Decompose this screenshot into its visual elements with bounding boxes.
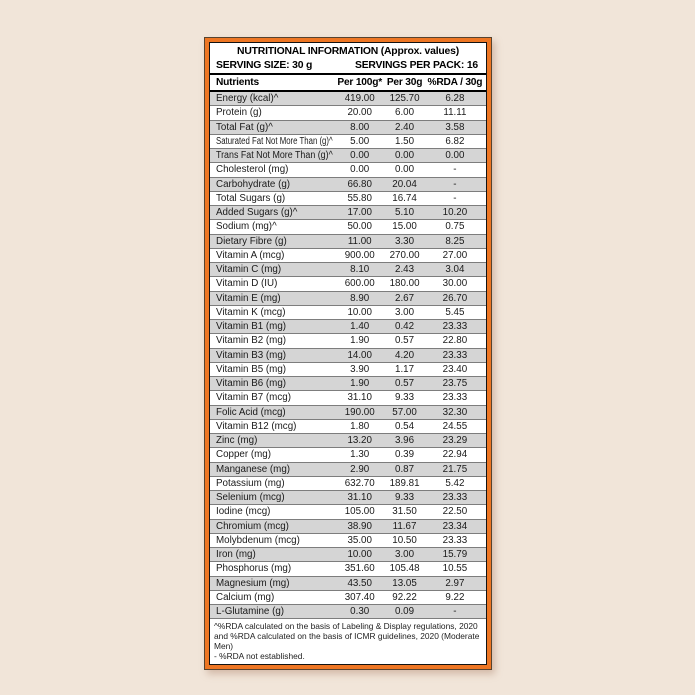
table-row — [210, 434, 486, 448]
table-row — [210, 249, 486, 263]
nutrient-label: Total Sugars (g) — [216, 192, 286, 204]
nutrition-panel — [204, 37, 492, 670]
rda-value: 15.79 — [442, 549, 468, 561]
rda-value: 23.33 — [442, 321, 468, 333]
nutrient-label: Vitamin B6 (mg) — [216, 378, 287, 390]
per-30g-value: 16.74 — [392, 192, 417, 204]
per-100g-value: 13.20 — [347, 435, 372, 447]
per-30g-value: 9.33 — [395, 492, 415, 504]
rda-value: 23.33 — [442, 492, 468, 504]
rda-value: 23.75 — [442, 378, 468, 390]
rda-value: 5.45 — [445, 306, 465, 318]
table-row — [210, 477, 486, 491]
per-30g-value: 13.05 — [392, 577, 417, 589]
rda-value: 32.30 — [442, 406, 468, 418]
table-row — [210, 548, 486, 562]
nutrient-label: Vitamin B1 (mg) — [216, 321, 287, 333]
serving-size-label: SERVING SIZE: 30 g — [216, 60, 313, 71]
per-100g-value: 10.00 — [347, 306, 372, 318]
per-100g-value: 55.80 — [347, 192, 372, 204]
per-30g-value: 92.22 — [392, 591, 417, 603]
table-row — [210, 334, 486, 348]
per-30g-value: 4.20 — [395, 349, 415, 361]
per-100g-value: 0.30 — [350, 606, 370, 618]
column-header-nutrients: Nutrients — [216, 77, 259, 88]
table-row — [210, 163, 486, 177]
table-row — [210, 320, 486, 334]
rda-value: - — [453, 192, 457, 204]
table-row — [210, 448, 486, 462]
per-30g-value: 5.10 — [395, 207, 415, 219]
rda-value: 30.00 — [442, 278, 468, 290]
per-30g-value: 57.00 — [392, 406, 417, 418]
per-30g-value: 125.70 — [389, 93, 420, 105]
rda-value: 22.50 — [442, 506, 468, 518]
per-100g-value: 190.00 — [344, 406, 375, 418]
per-100g-value: 38.90 — [347, 520, 372, 532]
per-100g-value: 1.30 — [350, 449, 370, 461]
nutrient-label: Calcium (mg) — [216, 591, 275, 603]
rda-value: 27.00 — [442, 249, 468, 261]
table-row — [210, 220, 486, 234]
rda-value: 5.42 — [445, 477, 465, 489]
per-100g-value: 43.50 — [347, 577, 372, 589]
per-100g-value: 351.60 — [344, 563, 375, 575]
nutrient-label: Saturated Fat Not More Than (g)^ — [216, 135, 333, 147]
rda-value: 3.58 — [445, 121, 465, 133]
rda-value: 23.33 — [442, 534, 468, 546]
rda-value: 0.75 — [445, 221, 465, 233]
table-row — [210, 377, 486, 391]
rda-value: 10.55 — [442, 563, 468, 575]
table-row — [210, 178, 486, 192]
rda-value: - — [453, 606, 457, 618]
per-30g-value: 20.04 — [392, 178, 417, 190]
per-100g-value: 11.00 — [347, 235, 372, 247]
nutrient-label: Selenium (mcg) — [216, 492, 285, 504]
table-row — [210, 491, 486, 505]
nutrient-label: Vitamin K (mcg) — [216, 306, 286, 318]
per-100g-value: 1.90 — [350, 378, 370, 390]
per-30g-value: 0.87 — [395, 463, 415, 475]
rda-value: 23.40 — [442, 363, 468, 375]
rda-value: - — [453, 178, 457, 190]
per-100g-value: 20.00 — [347, 107, 372, 119]
nutrient-label: Vitamin A (mcg) — [216, 249, 285, 261]
table-row — [210, 206, 486, 220]
table-row — [210, 577, 486, 591]
per-100g-value: 8.90 — [350, 292, 370, 304]
nutrient-label: Folic Acid (mcg) — [216, 406, 286, 418]
table-row — [210, 349, 486, 363]
rda-value: 22.94 — [442, 449, 468, 461]
column-header-per-30g: Per 30g — [386, 77, 423, 88]
table-row — [210, 106, 486, 120]
rda-value: 10.20 — [442, 207, 468, 219]
table-row — [210, 292, 486, 306]
column-header-row — [210, 75, 486, 92]
rda-value: 2.97 — [445, 577, 465, 589]
per-100g-value: 8.10 — [350, 264, 370, 276]
per-30g-value: 6.00 — [395, 107, 415, 119]
nutrient-label: Copper (mg) — [216, 449, 271, 461]
per-30g-value: 9.33 — [395, 392, 415, 404]
per-30g-value: 3.00 — [395, 549, 415, 561]
rda-value: 6.28 — [445, 93, 465, 105]
per-30g-value: 11.67 — [392, 520, 417, 532]
per-30g-value: 0.57 — [395, 378, 415, 390]
table-row — [210, 463, 486, 477]
table-row — [210, 263, 486, 277]
nutrient-label: Cholesterol (mg) — [216, 164, 289, 176]
per-100g-value: 31.10 — [347, 392, 372, 404]
nutrient-label: Vitamin B7 (mcg) — [216, 392, 291, 404]
per-100g-value: 419.00 — [344, 93, 375, 105]
nutrient-label: Potassium (mg) — [216, 477, 285, 489]
table-row — [210, 235, 486, 249]
per-30g-value: 3.96 — [395, 435, 415, 447]
per-100g-value: 1.80 — [350, 420, 370, 432]
table-row — [210, 363, 486, 377]
per-30g-value: 0.39 — [395, 449, 415, 461]
per-100g-value: 900.00 — [344, 249, 375, 261]
table-row — [210, 121, 486, 135]
per-30g-value: 31.50 — [392, 506, 417, 518]
rda-value: 21.75 — [442, 463, 468, 475]
nutrient-label: Vitamin D (IU) — [216, 278, 278, 290]
per-30g-value: 2.67 — [395, 292, 415, 304]
per-100g-value: 0.00 — [350, 164, 370, 176]
table-row — [210, 605, 486, 619]
nutrient-label: Trans Fat Not More Than (g)^ — [216, 150, 333, 162]
nutrient-label: Vitamin B3 (mg) — [216, 349, 287, 361]
rda-value: 23.29 — [442, 435, 468, 447]
rda-value: 6.82 — [445, 135, 465, 147]
per-100g-value: 66.80 — [347, 178, 372, 190]
rda-value: - — [453, 164, 457, 176]
per-100g-value: 2.90 — [350, 463, 370, 475]
nutrient-label: Chromium (mcg) — [216, 520, 289, 532]
per-100g-value: 10.00 — [347, 549, 372, 561]
per-30g-value: 270.00 — [389, 249, 420, 261]
nutrient-label: Sodium (mg)^ — [216, 221, 277, 233]
per-100g-value: 1.90 — [350, 335, 370, 347]
rda-value: 22.80 — [442, 335, 468, 347]
per-30g-value: 189.81 — [389, 477, 420, 489]
nutrient-label: Iodine (mcg) — [216, 506, 271, 518]
per-30g-value: 2.40 — [395, 121, 415, 133]
per-30g-value: 0.54 — [395, 420, 415, 432]
table-row — [210, 92, 486, 106]
per-100g-value: 5.00 — [350, 135, 370, 147]
rda-value: 8.25 — [445, 235, 465, 247]
servings-per-pack-label: SERVINGS PER PACK: 16 — [354, 60, 478, 71]
table-row — [210, 391, 486, 405]
per-100g-value: 8.00 — [350, 121, 370, 133]
nutrient-label: Added Sugars (g)^ — [216, 207, 298, 219]
nutrient-label: Protein (g) — [216, 107, 262, 119]
table-row — [210, 420, 486, 434]
per-30g-value: 1.17 — [395, 363, 415, 375]
table-row — [210, 406, 486, 420]
per-30g-value: 1.50 — [395, 135, 415, 147]
per-100g-value: 35.00 — [347, 534, 372, 546]
per-100g-value: 105.00 — [344, 506, 375, 518]
per-100g-value: 3.90 — [350, 363, 370, 375]
per-100g-value: 1.40 — [350, 321, 370, 333]
per-30g-value: 15.00 — [392, 221, 417, 233]
rda-value: 9.22 — [445, 591, 465, 603]
serving-info-row — [210, 59, 486, 75]
per-100g-value: 50.00 — [347, 221, 372, 233]
column-header-per-100g: Per 100g* — [337, 77, 383, 88]
nutrient-label: Vitamin C (mg) — [216, 264, 282, 276]
table-row — [210, 149, 486, 163]
nutrient-label: Total Fat (g)^ — [216, 121, 273, 133]
per-100g-value: 0.00 — [350, 150, 370, 162]
nutrient-label: Carbohydrate (g) — [216, 178, 291, 190]
rda-value: 0.00 — [445, 150, 465, 162]
nutrient-label: Magnesium (mg) — [216, 577, 290, 589]
per-30g-value: 3.00 — [395, 306, 415, 318]
rda-value: 23.34 — [442, 520, 468, 532]
nutrient-label: Vitamin B5 (mg) — [216, 363, 287, 375]
per-30g-value: 0.57 — [395, 335, 415, 347]
table-row — [210, 562, 486, 576]
per-100g-value: 600.00 — [344, 278, 375, 290]
nutrient-label: Phosphorus (mg) — [216, 563, 292, 575]
nutrient-label: Energy (kcal)^ — [216, 93, 279, 105]
table-row — [210, 591, 486, 605]
per-30g-value: 2.43 — [395, 264, 415, 276]
nutrient-label: Iron (mg) — [216, 549, 256, 561]
per-30g-value: 10.50 — [392, 534, 417, 546]
footnote-rda-not-established: - %RDA not established. — [214, 651, 305, 662]
rda-value: 23.33 — [442, 392, 468, 404]
column-header-rda-30g: %RDA / 30g — [427, 77, 483, 88]
nutrient-label: L-Glutamine (g) — [216, 606, 285, 618]
nutrient-label: Zinc (mg) — [216, 435, 258, 447]
per-30g-value: 0.00 — [395, 164, 415, 176]
nutrient-label: Molybdenum (mcg) — [216, 534, 300, 546]
per-100g-value: 307.40 — [344, 591, 375, 603]
per-100g-value: 14.00 — [347, 349, 372, 361]
footnote-rda-basis: ^%RDA calculated on the basis of Labeling & Display regulations, 2020 and %RDA calculated on the basis of ICMR guidelines, 2020 (Moderate Men) — [214, 621, 480, 652]
nutrient-label: Manganese (mg) — [216, 463, 291, 475]
footnote-block — [210, 619, 486, 664]
table-row — [210, 192, 486, 206]
rda-value: 26.70 — [442, 292, 468, 304]
rda-value: 11.11 — [443, 107, 467, 119]
per-100g-value: 17.00 — [347, 207, 372, 219]
rda-value: 3.04 — [445, 264, 465, 276]
table-row — [210, 135, 486, 149]
table-row — [210, 534, 486, 548]
table-row — [210, 505, 486, 519]
nutrient-label: Vitamin E (mg) — [216, 292, 281, 304]
per-30g-value: 0.42 — [395, 321, 415, 333]
table-title: NUTRITIONAL INFORMATION (Approx. values) — [237, 46, 459, 57]
per-30g-value: 105.48 — [389, 563, 420, 575]
per-100g-value: 632.70 — [344, 477, 375, 489]
per-30g-value: 3.30 — [395, 235, 415, 247]
table-row — [210, 306, 486, 320]
per-30g-value: 0.00 — [395, 150, 415, 162]
table-row — [210, 277, 486, 291]
nutrient-label: Vitamin B12 (mcg) — [216, 420, 297, 432]
nutrition-table — [209, 42, 487, 665]
nutrition-rows — [210, 92, 486, 619]
rda-value: 23.33 — [442, 349, 468, 361]
per-30g-value: 180.00 — [389, 278, 420, 290]
nutrient-label: Vitamin B2 (mg) — [216, 335, 287, 347]
rda-value: 24.55 — [442, 420, 468, 432]
table-row — [210, 520, 486, 534]
nutrient-label: Dietary Fibre (g) — [216, 235, 287, 247]
per-100g-value: 31.10 — [347, 492, 372, 504]
per-30g-value: 0.09 — [395, 606, 415, 618]
